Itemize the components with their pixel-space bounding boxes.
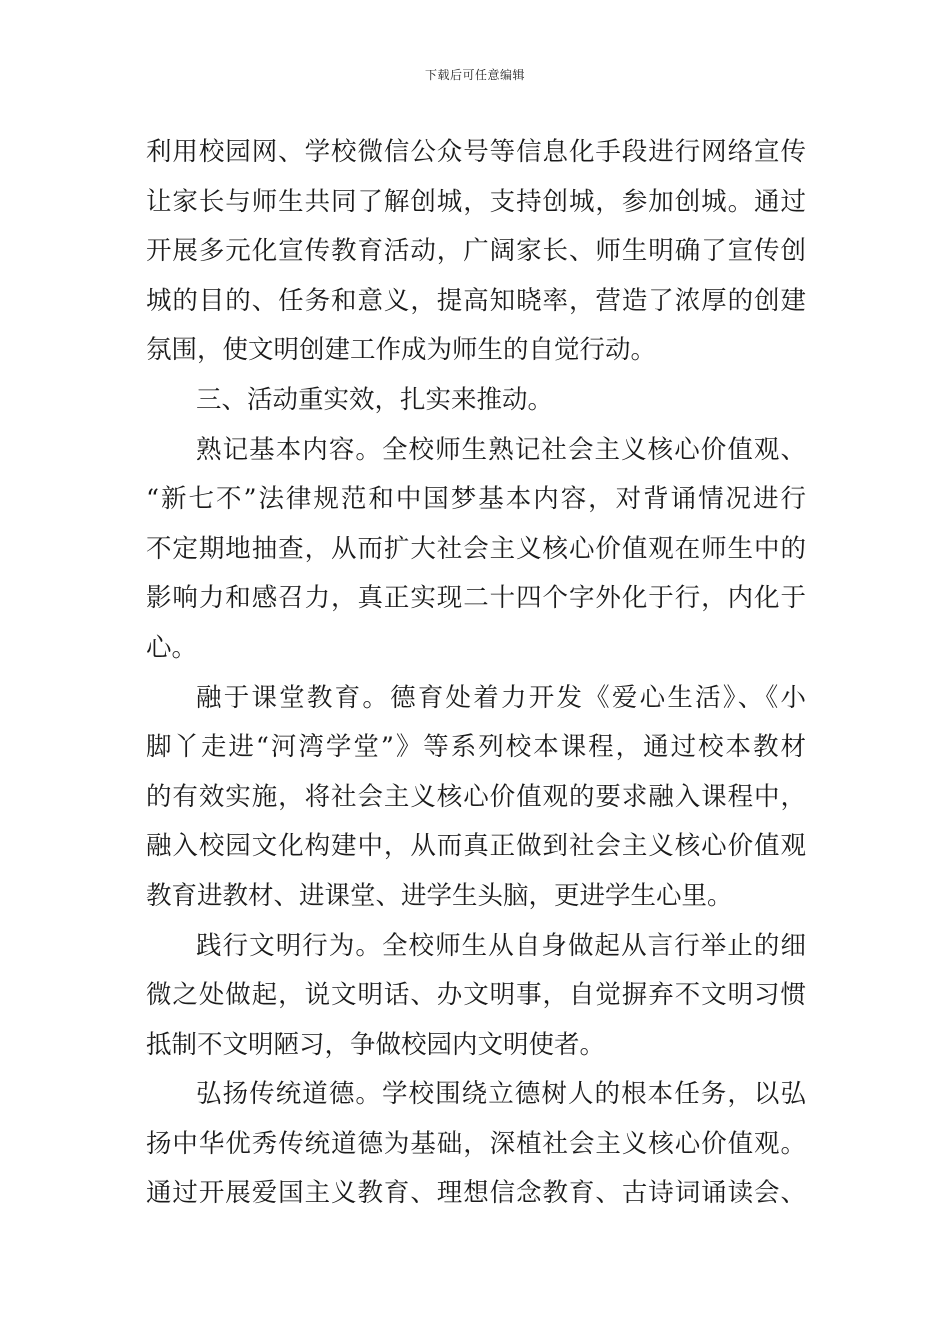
text-line: 弘扬传统道德。学校围绕立德树人的根本任务，以弘 [196,1079,806,1110]
text-line: 践行文明行为。全校师生从自身做起从言行举止的细 [196,930,806,961]
text-line: 抵制不文明陋习，争做校园内文明使者。 [146,1029,606,1060]
text-line: 融入校园文化构建中，从而真正做到社会主义核心价值观 [146,831,806,862]
text-line: 融于课堂教育。德育处着力开发《爱心生活》、《小 [196,682,806,713]
text-line: 开展多元化宣传教育活动，广阔家长、师生明确了宣传创 [146,236,806,267]
text-line: 教育进教材、进课堂、进学生头脑，更进学生心里。 [146,880,733,911]
page-header: 下载后可任意编辑 [424,68,525,82]
text-line: 微之处做起，说文明话、办文明事，自觉摒弃不文明习惯 [146,980,806,1011]
text-line: 氛围，使文明创建工作成为师生的自觉行动。 [146,335,657,366]
text-line: 让家长与师生共同了解创城，支持创城，参加创城。通过 [146,186,806,217]
text-line: 通过开展爱国主义教育、理想信念教育、古诗词诵读会、 [146,1178,806,1209]
document-body [146,128,806,1219]
text-line: 三、活动重实效，扎实来推动。 [196,384,554,415]
text-line: 的有效实施，将社会主义核心价值观的要求融入课程中， [146,781,806,812]
text-line: 影响力和感召力，真正实现二十四个字外化于行，内化于 [146,583,806,614]
text-line: 城的目的、任务和意义，提高知晓率，营造了浓厚的创建 [146,285,806,316]
text-line: 心。 [146,632,198,663]
text-line: “新七不”法律规范和中国梦基本内容，对背诵情况进行 [146,484,806,515]
text-line: 利用校园网、学校微信公众号等信息化手段进行网络宣传 [146,137,806,167]
text-line: 不定期地抽查，从而扩大社会主义核心价值观在师生中的 [146,533,806,564]
text-line: 熟记基本内容。全校师生熟记社会主义核心价值观、 [196,434,806,465]
text-line: 脚丫走进“河湾学堂”》等系列校本课程，通过校本教材 [146,732,806,763]
text-line: 扬中华优秀传统道德为基础，深植社会主义核心价值观。 [146,1128,806,1159]
